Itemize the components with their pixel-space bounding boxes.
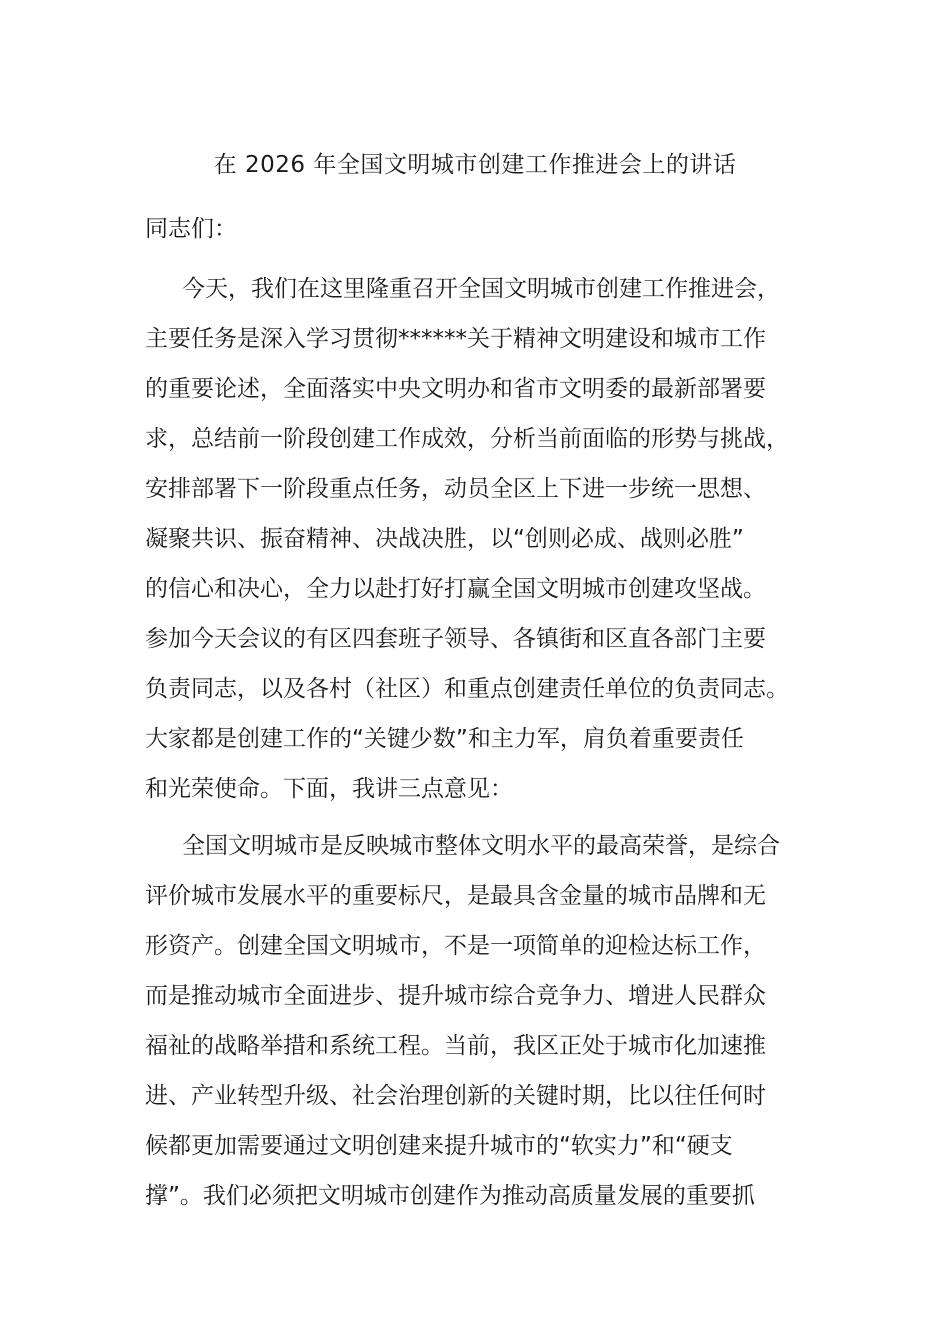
- paragraph-line: 的重要论述，全面落实中央文明办和省市文明委的最新部署要: [145, 376, 766, 402]
- paragraph-line: 候都更加需要通过文明创建来提升城市的“软实力”和“硬支: [145, 1133, 733, 1159]
- paragraph-line: 凝聚共识、振奋精神、决战决胜，以“创则必成、战则必胜”: [145, 526, 744, 552]
- paragraph-line: 今天，我们在这里隆重召开全国文明城市创建工作推进会，: [182, 276, 780, 302]
- paragraph-line: 的信心和决心，全力以赴打好打赢全国文明城市创建攻坚战。: [145, 576, 766, 602]
- paragraph-line: 形资产。创建全国文明城市，不是一项简单的迎检达标工作，: [145, 933, 766, 959]
- paragraph-1: [145, 271, 810, 821]
- paragraph-line: 负责同志，以及各村（社区）和重点创建责任单位的负责同志。: [145, 676, 789, 702]
- paragraph-line: 大家都是创建工作的“关键少数”和主力军，肩负着重要责任: [145, 726, 744, 752]
- paragraph-line: 全国文明城市是反映城市整体文明水平的最高荣誉，是综合: [182, 833, 780, 859]
- paragraph-line: 和光荣使命。下面，我讲三点意见：: [145, 776, 513, 802]
- salutation: 同志们：: [145, 216, 237, 242]
- document-title: 在 2026 年全国文明城市创建工作推进会上的讲话: [213, 152, 737, 178]
- paragraph-line: 进、产业转型升级、社会治理创新的关键时期，比以往任何时: [145, 1083, 766, 1109]
- paragraph-line: 而是推动城市全面进步、提升城市综合竞争力、增进人民群众: [145, 983, 766, 1009]
- paragraph-line: 主要任务是深入学习贯彻******关于精神文明建设和城市工作: [145, 326, 766, 352]
- paragraph-line: 福祉的战略举措和系统工程。当前，我区正处于城市化加速推: [145, 1033, 766, 1059]
- paragraph-line: 撑”。我们必须把文明城市创建作为推动高质量发展的重要抓: [145, 1183, 755, 1209]
- paragraph-line: 评价城市发展水平的重要标尺，是最具含金量的城市品牌和无: [145, 883, 766, 909]
- paragraph-line: 求，总结前一阶段创建工作成效，分析当前面临的形势与挑战，: [145, 426, 789, 452]
- paragraph-line: 参加今天会议的有区四套班子领导、各镇街和区直各部门主要: [145, 626, 766, 652]
- paragraph-line: 安排部署下一阶段重点任务，动员全区上下进一步统一思想、: [145, 476, 766, 502]
- paragraph-2: [145, 828, 810, 1228]
